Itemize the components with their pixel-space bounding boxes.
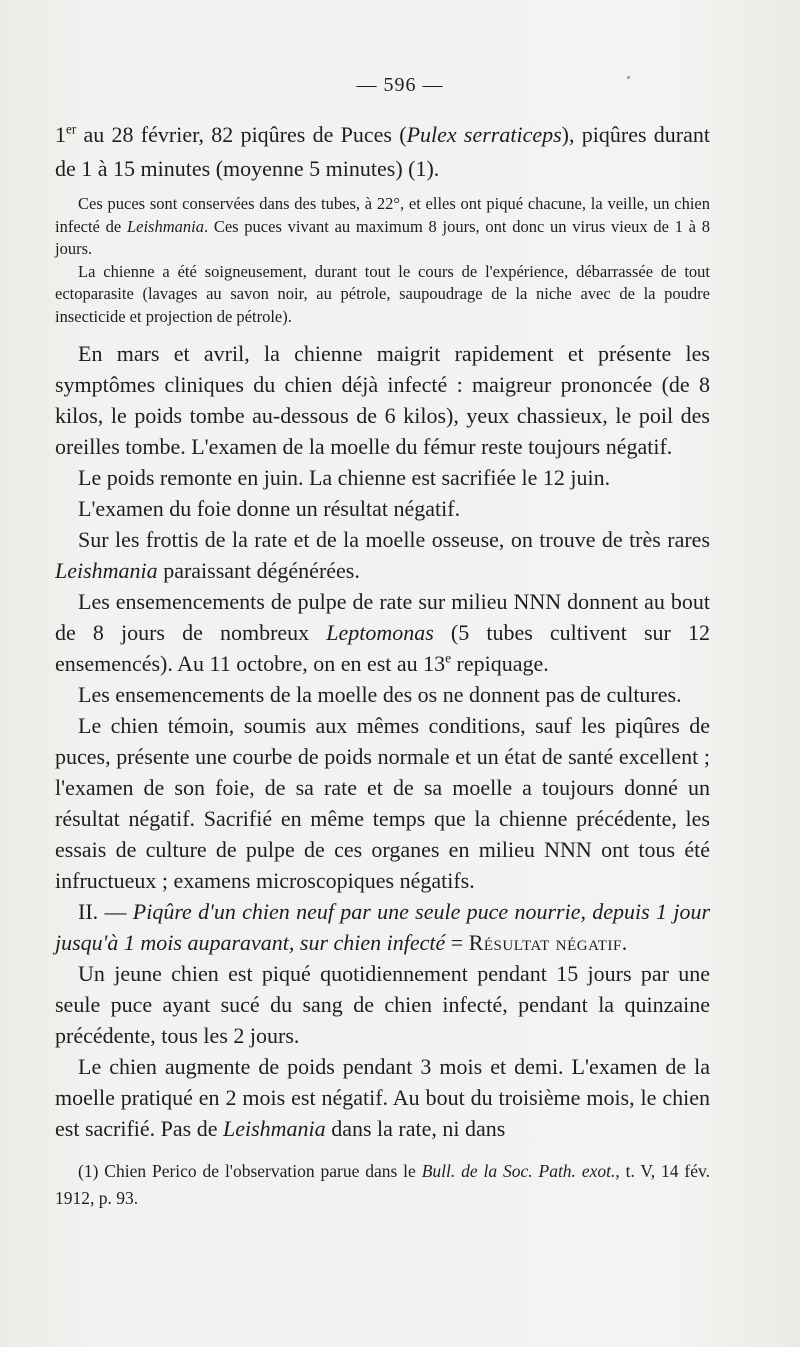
- section-title: Piqûre d'un chien neuf par une seule puce nourrie, depuis 1 jour jusqu'à 1 mois auparavant, sur chien infecté: [55, 899, 710, 955]
- section-result: Résultat négatif.: [468, 930, 628, 955]
- footnote: [55, 1158, 710, 1212]
- footnote-text-b: , t. V, 14 fév. 1912, p. 93.: [55, 1161, 710, 1208]
- body-p4-text-b: paraissant dégénérées.: [157, 558, 360, 583]
- body-p9-text-b: dans la rate, ni dans: [325, 1116, 506, 1141]
- lead-text: [55, 118, 710, 186]
- body-paragraph-2: Le poids remonte en juin. La chienne est sacrifiée le 12 juin.: [78, 465, 611, 490]
- footnote-journal: Bull. de la Soc. Path. exot.: [421, 1161, 616, 1181]
- lead-text-b: ), piqûres durant de 1 à 15 minutes (moyenne 5 minutes) (1).: [55, 122, 710, 181]
- body-p5-italic: Leptomonas: [326, 620, 434, 645]
- body-paragraph-9: [55, 1051, 710, 1144]
- body-paragraph-1: En mars et avril, la chienne maigrit rapidement et présente les symptômes cliniques du chien déjà infecté : maigreur prononcée (de 8 kilos, le poids tombe au-dessous de 6 kilos), yeux chassieux, le poil des oreilles tombe. L'examen de la moelle du fémur reste toujours négatif.: [55, 341, 710, 459]
- body-paragraph-7: Le chien témoin, soumis aux mêmes conditions, sauf les piqûres de puces, présente une courbe de poids normale et un état de santé excellent ; l'examen de son foie, de sa rate et de sa moelle a toujours donné un résultat négatif. Sacrifié en même temps que la chienne précédente, les essais de culture de pulpe de ces organes en milieu NNN ont tous été infructueux ; examens microscopiques négatifs.: [55, 713, 710, 893]
- body-p5-text-c: repiquage.: [451, 651, 549, 676]
- section-equals: =: [445, 930, 469, 955]
- body-paragraph-4: [55, 524, 710, 586]
- main-text: [55, 338, 710, 1144]
- note-p1-text-b: . Ces puces vivant au maximum 8 jours, ont donc un virus vieux de 1 à 8 jours.: [55, 216, 710, 258]
- section-heading: [55, 896, 710, 958]
- section-dash: —: [98, 899, 133, 924]
- note-paragraph-1: [55, 193, 710, 261]
- body-p5-sup: e: [445, 650, 452, 666]
- note-p1-italic: Leishmania: [126, 216, 204, 236]
- note-block: [55, 193, 710, 328]
- body-p5-text-b: (5 tubes cultivent sur 12 ensemencés). Au 11 octobre, on en est au 13: [55, 620, 710, 676]
- lead-species: Pulex serraticeps: [406, 122, 562, 147]
- body-p9-text-a: Le chien augmente de poids pendant 3 mois et demi. L'examen de la moelle pratiqué en 2 mois est négatif. Au bout du troisième mois, le chien est sacrifié. Pas de: [55, 1054, 710, 1141]
- footnote-text: [55, 1158, 710, 1212]
- page-number: — 596 —: [356, 74, 444, 96]
- body-p9-italic: Leishmania: [223, 1116, 326, 1141]
- footnote-text-a: (1) Chien Perico de l'observation parue dans le: [78, 1161, 422, 1181]
- note-paragraph-2: La chienne a été soigneusement, durant tout le cours de l'expérience, débarrassée de tout ectoparasite (lavages au savon noir, au pétrole, saupoudrage de la niche avec de la poudre insecticide et projection de pétrole).: [55, 261, 710, 326]
- body-paragraph-3: L'examen du foie donne un résultat négatif.: [78, 496, 461, 521]
- body-p4-text-a: Sur les frottis de la rate et de la moelle osseuse, on trouve de très rares: [78, 527, 710, 552]
- section-number: II.: [78, 899, 99, 924]
- lead-date: 1: [55, 122, 66, 147]
- note-p1-text-a: Ces puces sont conservées dans des tubes, à 22°, et elles ont piqué chacune, la veille, un chien infecté de: [55, 194, 710, 236]
- body-paragraph-6: Les ensemencements de la moelle des os ne donnent pas de cultures.: [78, 682, 682, 707]
- body-paragraph-8: Un jeune chien est piqué quotidiennement pendant 15 jours par une seule puce ayant sucé du sang de chien infecté, pendant la quinzaine précédente, tous les 2 jours.: [55, 961, 710, 1048]
- body-p4-italic: Leishmania: [55, 558, 158, 583]
- body-paragraph-5: [55, 586, 710, 679]
- lead-text-a: au 28 février, 82 piqûres de Puces (: [76, 122, 407, 147]
- lead-paragraph: [55, 118, 710, 186]
- print-speck: [627, 76, 630, 79]
- body-p5-text-a: Les ensemencements de pulpe de rate sur milieu NNN donnent au bout de 8 jours de nombreux: [55, 589, 710, 645]
- lead-date-sup: er: [66, 121, 77, 137]
